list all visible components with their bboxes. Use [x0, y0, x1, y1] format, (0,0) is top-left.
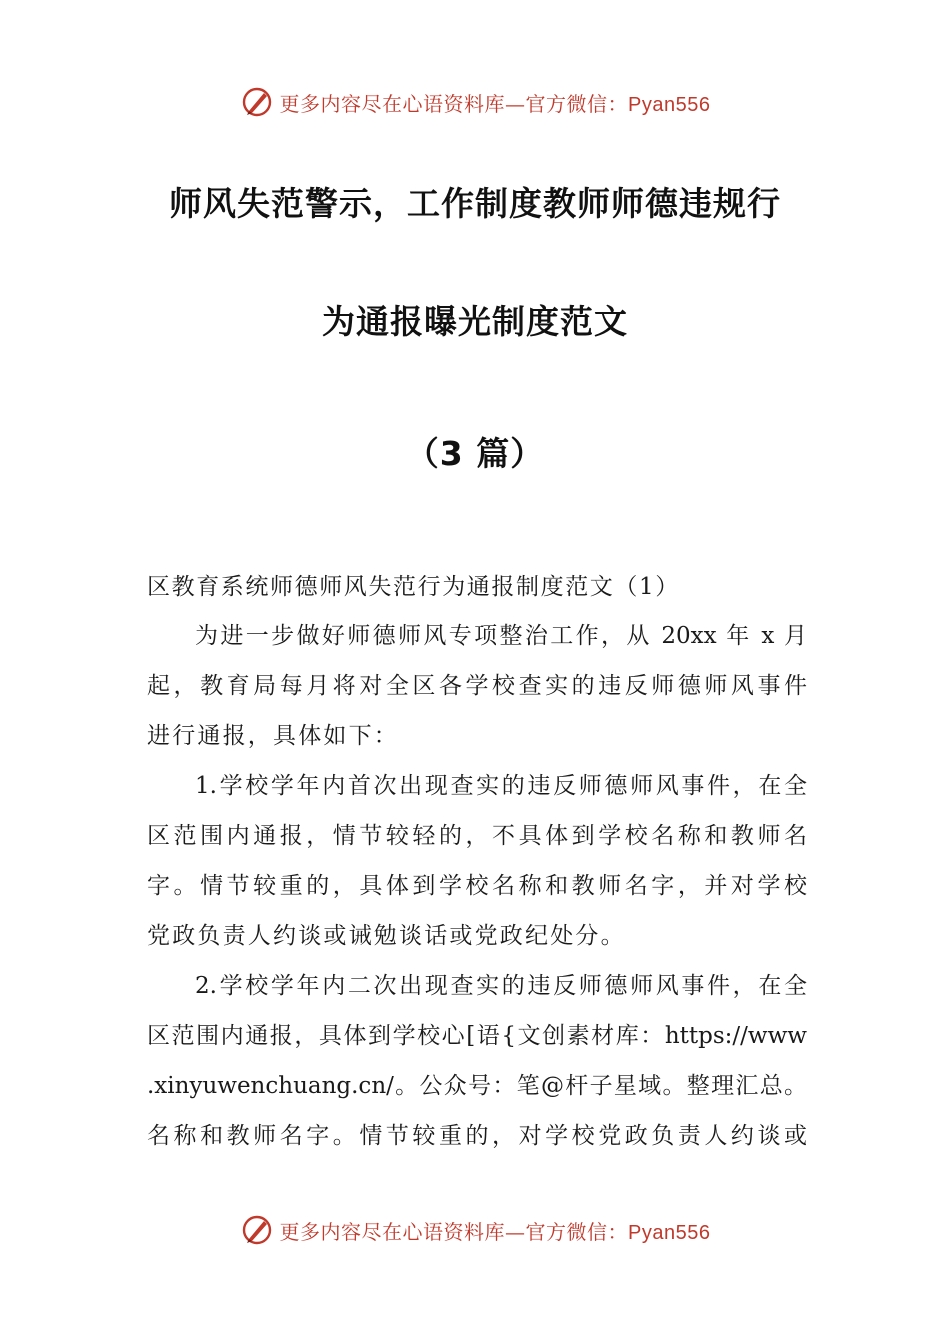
paragraph-line: 区范围内通报，具体到学校心[语{文创素材库：https://www: [147, 1023, 807, 1049]
paragraph-line: .xinyuwenchuang.cn/。公众号：笔@杆子星域。整理汇总。: [147, 1073, 807, 1099]
page-title-line-2: 为通报曝光制度范文: [322, 302, 628, 341]
paragraph-line: 1.学校学年内首次出现查实的违反师德师风事件，在全: [195, 773, 807, 799]
wechat-id: Pyan556: [628, 93, 711, 116]
paragraph-line: 党政负责人约谈或诫勉谈话或党政纪处分。: [147, 923, 626, 949]
section-heading: 区教育系统师德师风失范行为通报制度范文（1）: [147, 574, 680, 600]
document-body: [147, 569, 807, 1169]
paragraph-line: 名称和教师名字。情节较重的，对学校党政负责人约谈或: [147, 1123, 807, 1149]
header-banner: [0, 82, 950, 122]
pen-circle-icon: [240, 1213, 274, 1247]
pen-circle-icon: [240, 85, 274, 119]
paragraph-line: 区范围内通报，情节较轻的，不具体到学校名称和教师名: [147, 823, 807, 849]
page-title-line-1: 师风失范警示，工作制度教师师德违规行: [169, 184, 781, 223]
paragraph-line: 2.学校学年内二次出现查实的违反师德师风事件，在全: [195, 973, 807, 999]
wechat-id: Pyan556: [628, 1221, 711, 1244]
banner-text: 更多内容尽在心语资料库—官方微信：Pyan556: [279, 1219, 711, 1244]
banner-text: 更多内容尽在心语资料库—官方微信：Pyan556: [279, 91, 711, 116]
paragraph-line: 为进一步做好师德师风专项整治工作，从 20xx 年 x 月: [195, 623, 807, 649]
footer-banner: [0, 1210, 950, 1250]
paragraph-line: 起，教育局每月将对全区各学校查实的违反师德师风事件: [147, 673, 807, 699]
page-subtitle-count: （3 篇）: [405, 434, 545, 473]
paragraph-line: 字。情节较重的，具体到学校名称和教师名字，并对学校: [147, 873, 807, 899]
paragraph-line: 进行通报，具体如下：: [147, 723, 399, 749]
